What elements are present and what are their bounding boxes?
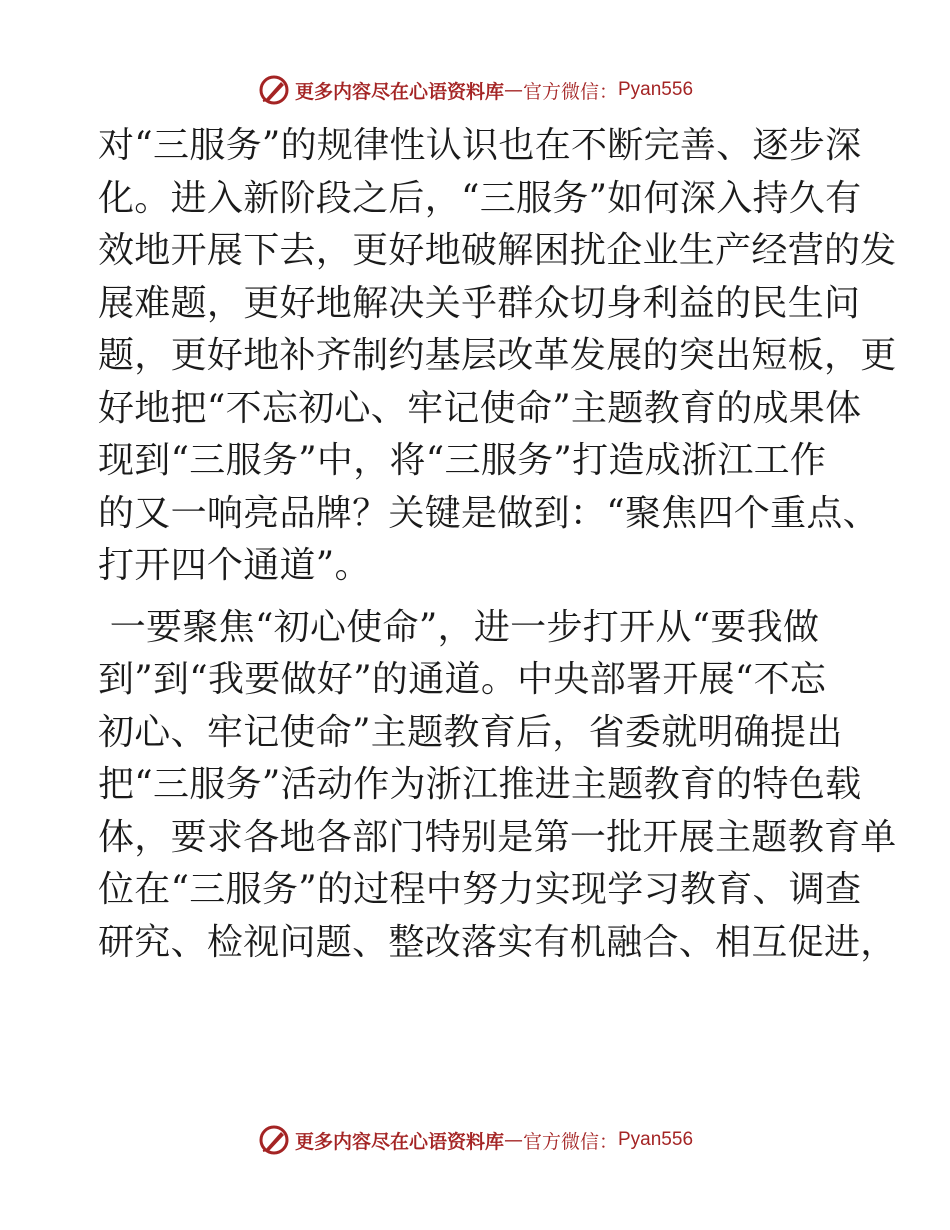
banner-wechat-label: 官方微信： bbox=[522, 1130, 618, 1153]
text-line: 效地开展下去，更好地破解困扰企业生产经营的发 bbox=[98, 230, 897, 271]
text-line: 到”到“我要做好”的通道。中央部署开展“不忘 bbox=[98, 659, 827, 700]
text-line: 体，要求各地各部门特别是第一批开展主题教育单 bbox=[98, 816, 897, 858]
text-line: 化。进入新阶段之后，“三服务”如何深入持久有 bbox=[98, 177, 862, 219]
banner-wechat-account: Pyan556 bbox=[618, 79, 694, 100]
footer-banner bbox=[0, 1120, 950, 1160]
banner-separator: — bbox=[503, 1129, 523, 1151]
text-line: 初心、牢记使命”主题教育后，省委就明确提出 bbox=[98, 711, 843, 753]
banner-wechat-label: 官方微信： bbox=[522, 80, 618, 103]
banner-wechat-account: Pyan556 bbox=[618, 1129, 694, 1150]
paragraph-2 bbox=[98, 602, 897, 970]
paragraph-1 bbox=[98, 120, 897, 593]
text-line: 题，更好地补齐制约基层改革发展的突出短板，更 bbox=[98, 335, 897, 376]
text-line: 对“三服务”的规律性认识也在不断完善、逐步深 bbox=[98, 125, 862, 166]
banner-site-name: 更多内容尽在心语资料库 bbox=[294, 1130, 504, 1153]
text-line: 的又一响亮品牌？关键是做到：“聚焦四个重点、 bbox=[98, 492, 880, 534]
text-line: 位在“三服务”的过程中努力实现学习教育、调查 bbox=[98, 869, 862, 910]
text-line: 展难题，更好地解决关乎群众切身利益的民生问 bbox=[98, 282, 861, 324]
document-body bbox=[98, 120, 897, 969]
text-line: 研究、检视问题、整改落实有机融合、相互促进， bbox=[98, 921, 897, 963]
quill-logo-icon bbox=[257, 73, 291, 107]
text-line: 好地把“不忘初心、牢记使命”主题教育的成果体 bbox=[98, 387, 862, 429]
header-banner bbox=[0, 70, 950, 110]
text-line: 打开四个通道”。 bbox=[98, 545, 371, 586]
text-line: 把“三服务”活动作为浙江推进主题教育的特色载 bbox=[98, 764, 862, 805]
banner-site-name: 更多内容尽在心语资料库 bbox=[294, 80, 504, 103]
text-line: 一要聚焦“初心使命”，进一步打开从“要我做 bbox=[98, 606, 820, 648]
text-line: 现到“三服务”中，将“三服务”打造成浙江工作 bbox=[98, 440, 827, 481]
banner-separator: — bbox=[503, 79, 523, 101]
quill-logo-icon bbox=[257, 1123, 291, 1157]
